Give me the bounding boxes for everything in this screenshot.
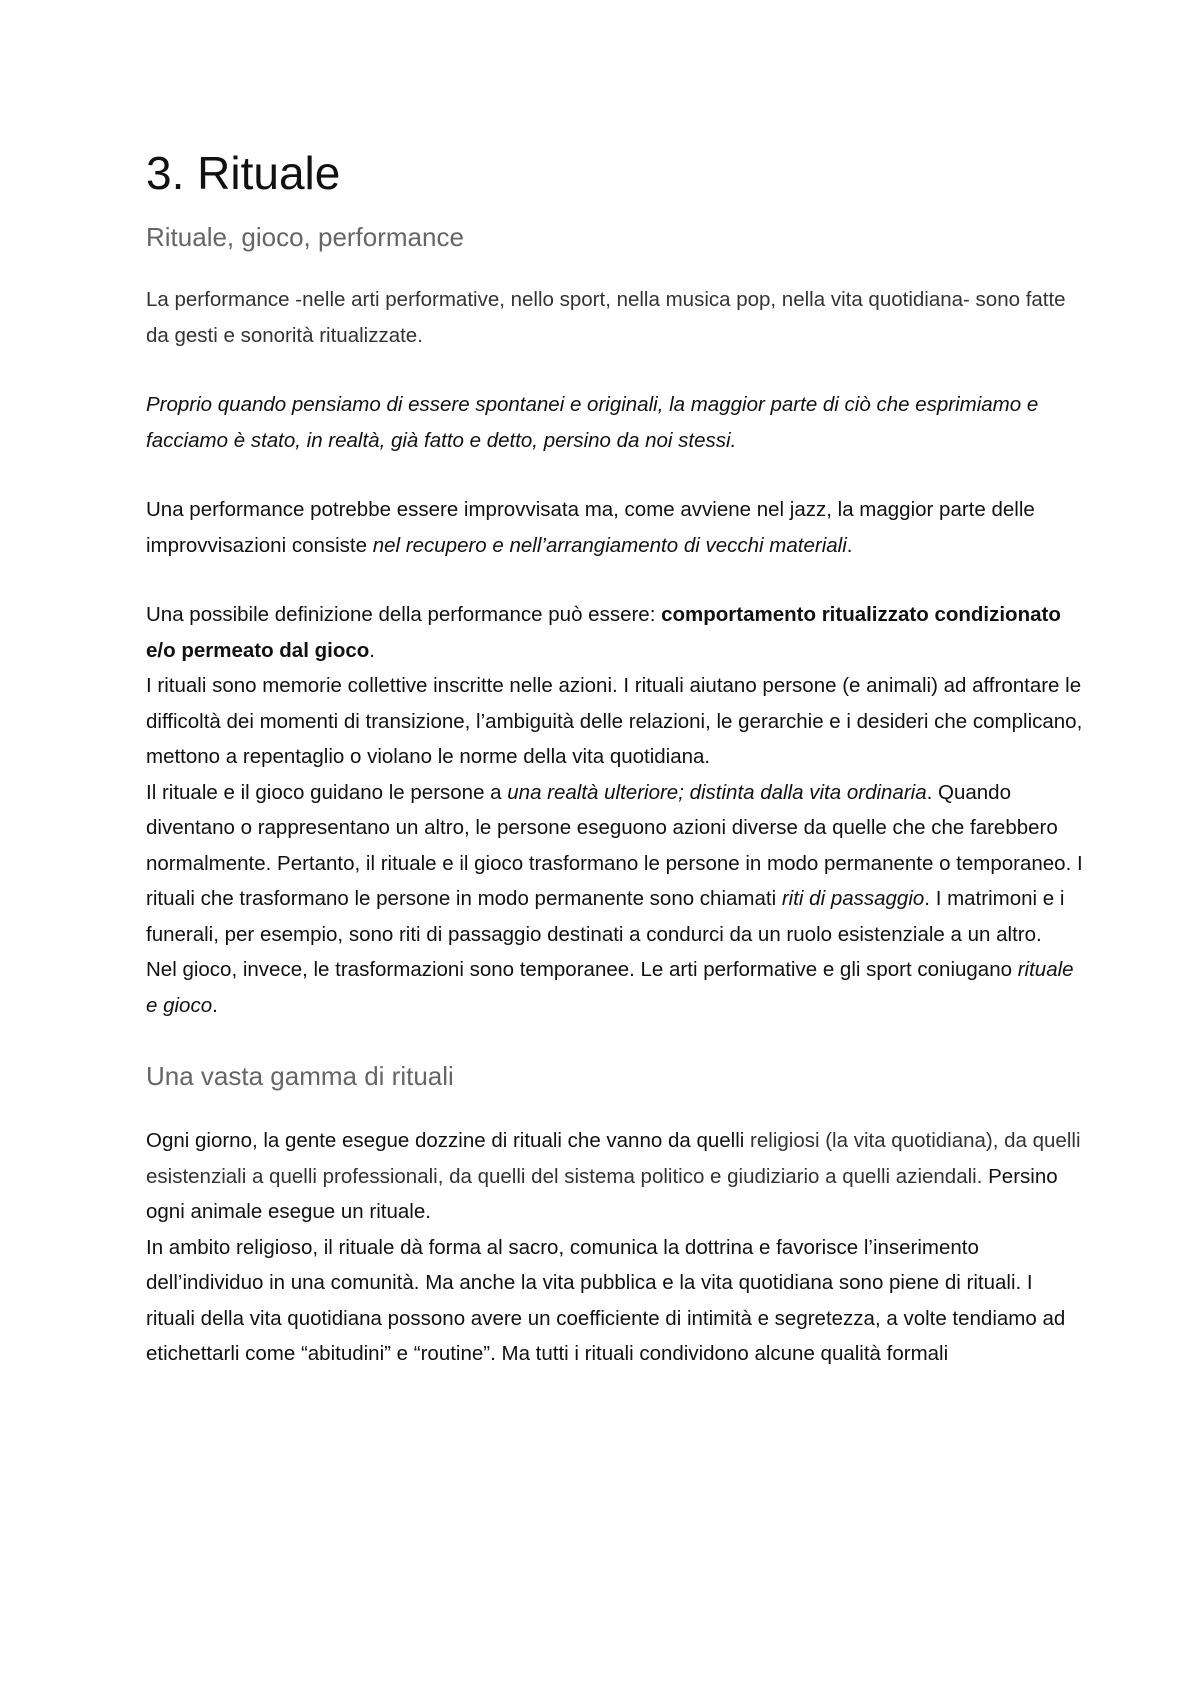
- italic-text: rituale e gioco: [146, 958, 1074, 1017]
- subtitle: Rituale, gioco, performance: [146, 222, 464, 252]
- italic-text: Proprio quando pensiamo di essere spontanei e originali, la maggior parte di ciò che esprimiamo e facciamo è stato, in realtà, già fatto e detto, persino da noi stessi.: [146, 393, 1039, 452]
- paragraph-play-transformations: [146, 952, 1086, 1023]
- text-span: .: [369, 638, 375, 662]
- text-span: Il rituale e il gioco guidano le persone a: [146, 780, 508, 804]
- text-span: . I matrimoni e i funerali, per esempio, sono riti di passaggio destinati a condurci da un ruolo esistenziale a un altro.: [146, 887, 1065, 946]
- text-span-gray: religiosi (la vita quotidiana), da quelli esistenziali a quelli professionali, da quelli del sistema politico e giudiziario a quelli aziendali.: [146, 1129, 1081, 1188]
- text-span: .: [212, 993, 218, 1017]
- italic-text: una realtà ulteriore; distinta dalla vita ordinaria: [507, 780, 927, 804]
- section-heading: Una vasta gamma di rituali: [146, 1061, 454, 1091]
- text-span: Ogni giorno, la gente esegue dozzine di rituali che vanno da quelli: [146, 1129, 751, 1152]
- paragraph-improvisation: [146, 492, 1086, 563]
- text-span: Una performance potrebbe essere improvvisata ma, come avviene nel jazz, la maggior parte delle improvvisazioni consiste: [146, 498, 1035, 557]
- document-page: [146, 147, 1086, 1372]
- italic-text: riti di passaggio: [781, 887, 925, 910]
- text-span: .: [846, 533, 853, 557]
- bold-text: comportamento ritualizzato condizionato e/o permeato dal gioco: [146, 603, 1061, 662]
- italic-text: nel recupero e nell’arrangiamento di vecchi materiali: [372, 533, 847, 557]
- paragraph-intro: La performance -nelle arti performative, nello sport, nella musica pop, nella vita quotidiana- sono fatte da gesti e sonorità ritualizzate.: [146, 288, 1066, 347]
- paragraph-italic-quote: [146, 387, 1086, 458]
- text-span: . Quando diventano o rappresentano un altro, le persone eseguono azioni diverse da quelle che che farebbero normalmente. Pertanto, il rituale e il gioco trasformano le persone in modo permanente o temporaneo. I rituali che trasformano le persone in modo permanente sono chiamati: [146, 780, 1083, 910]
- text-span: Nel gioco, invece, le trasformazioni sono temporanee. Le arti performative e gli sport coniugano: [146, 958, 1018, 981]
- text-span: Una possibile definizione della performance può essere:: [146, 603, 662, 626]
- paragraph-religious-ritual: In ambito religioso, il rituale dà forma al sacro, comunica la dottrina e favorisce l’inserimento dell’individuo in una comunità. Ma anche la vita pubblica e la vita quotidiana sono piene di rituali. I rituali della vita quotidiana possono avere un coefficiente di intimità e segretezza, a volte tendiamo ad etichettarli come “abitudini” e “routine”. Ma tutti i rituali condividono alcune qualità formali: [146, 1235, 1066, 1365]
- paragraph-collective-memories: I rituali sono memorie collettive inscritte nelle azioni. I rituali aiutano persone (e animali) ad affrontare le difficoltà dei momenti di transizione, l’ambiguità delle relazioni, le gerarchie e i desideri che complicano, mettono a repentaglio o violano le norme della vita quotidiana.: [146, 674, 1083, 768]
- paragraph-range-of-rituals: [146, 1123, 1086, 1230]
- paragraph-ritual-and-play: [146, 775, 1086, 953]
- paragraph-definition: [146, 597, 1086, 668]
- text-span: Persino ogni animale esegue un rituale.: [146, 1164, 1058, 1223]
- page-title: 3. Rituale: [146, 147, 341, 199]
